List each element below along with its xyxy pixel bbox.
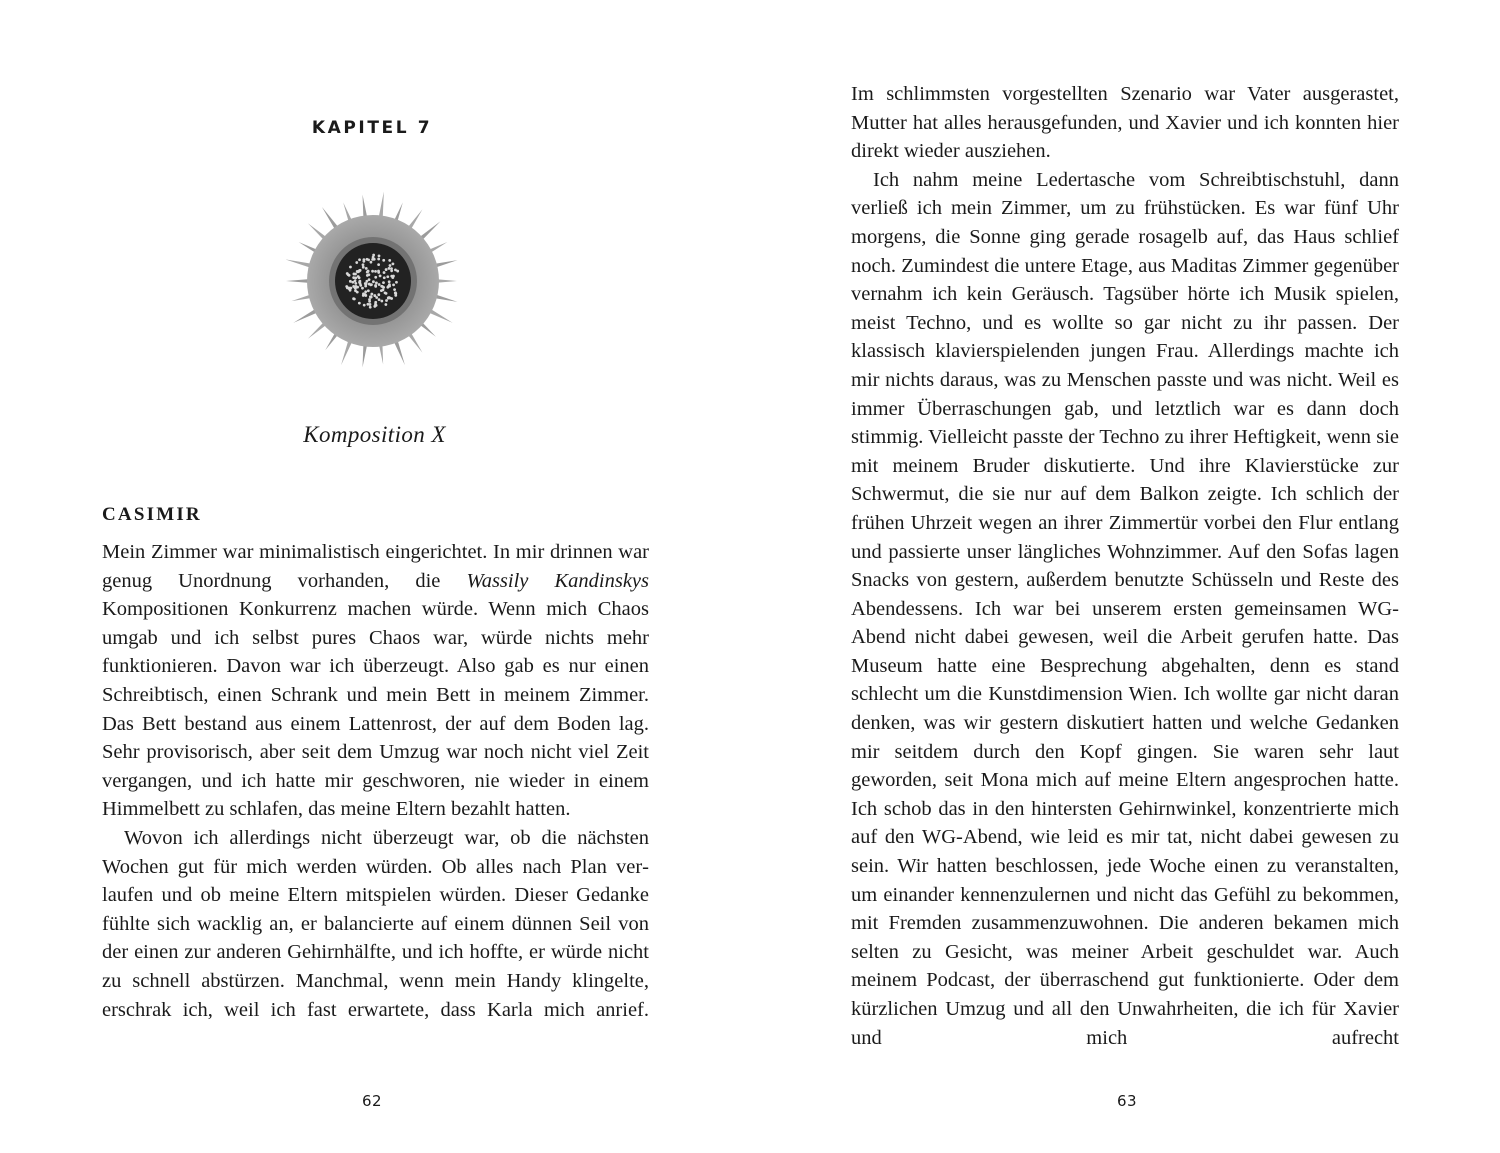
chapter-title: Komposition X bbox=[303, 422, 446, 447]
ornament-seed bbox=[370, 261, 373, 264]
ornament-seed bbox=[367, 289, 370, 292]
ornament-seed bbox=[394, 291, 397, 294]
ornament-seed bbox=[365, 267, 368, 270]
left-paragraph-2: Wovon ich allerdings nicht überzeugt war, ob die nächsten Wochen gut für mich werden würden. Ob alles nach Plan verlaufen und ob meine Eltern mitspielen würden. Dieser Gedanke fühlte sich wacklig an, er balancierte auf einem dünnen Seil von der einen zur anderen Gehirnhälfte, und ich hoffte, er würde nicht zu schnell abstürzen. Manchmal, wenn mein Handy klingelte, erschrak ich, weil ich fast erwartete, dass Karla mich anrief. bbox=[102, 826, 649, 1021]
ornament-seed bbox=[377, 263, 380, 266]
ornament-seed bbox=[365, 280, 368, 283]
ornament-seed bbox=[349, 280, 352, 283]
pov-label: CASIMIR bbox=[102, 504, 202, 525]
ornament-seed bbox=[378, 283, 381, 286]
ornament-seed bbox=[373, 294, 376, 297]
ornament-seed bbox=[353, 298, 356, 301]
ornament-seed bbox=[372, 254, 375, 257]
ornament-seed bbox=[385, 268, 388, 271]
page-number-right: 63 bbox=[1116, 1092, 1138, 1110]
ornament-seed bbox=[371, 270, 374, 273]
ornament-seed bbox=[380, 300, 383, 303]
ornament-seed bbox=[392, 275, 395, 278]
ornament-seed bbox=[364, 290, 367, 293]
ornament-seed bbox=[378, 254, 381, 257]
ornament-seed bbox=[356, 291, 359, 294]
ornament-seed bbox=[354, 282, 357, 285]
ornament-seed bbox=[364, 282, 367, 285]
ornament-seed bbox=[368, 283, 371, 286]
ornament-seed bbox=[379, 274, 382, 277]
ornament-seed bbox=[361, 287, 364, 290]
ornament-seed bbox=[366, 274, 369, 277]
ornament-seed bbox=[395, 281, 398, 284]
ornament-seed bbox=[394, 268, 397, 271]
ornament-seed bbox=[348, 287, 351, 290]
ornament-seed bbox=[358, 258, 361, 261]
ornament-seed bbox=[369, 306, 372, 309]
left-paragraph-1-italic: Wassily Kandinskys bbox=[466, 569, 649, 592]
right-paragraph-1: Im schlimmsten vorgestellten Szenario war Vater ausgerastet, Mutter hat alles herausgefunden, und Xavier und ich konnten hier direkt wieder ausziehen. bbox=[851, 83, 1399, 163]
ornament-seed bbox=[392, 262, 395, 265]
ornament-seed bbox=[374, 276, 377, 279]
ornament-seed bbox=[352, 285, 355, 288]
ornament-seed bbox=[382, 281, 385, 284]
ornament-seed bbox=[352, 276, 355, 279]
ornament-seed bbox=[374, 301, 377, 304]
ornament-seed bbox=[388, 267, 391, 270]
ornament-seed bbox=[367, 270, 370, 273]
ornament-seed bbox=[384, 303, 387, 306]
ornament-seed bbox=[354, 279, 357, 282]
ornament-seed bbox=[377, 293, 380, 296]
ornament-seed bbox=[372, 280, 375, 283]
ornament-seed bbox=[370, 293, 373, 296]
ornament-seed bbox=[364, 293, 367, 296]
ornament-seed bbox=[385, 299, 388, 302]
ornament-seed bbox=[390, 269, 393, 272]
ornament-seed bbox=[380, 285, 383, 288]
ornament-seed bbox=[382, 259, 385, 262]
ornament-seed bbox=[362, 263, 365, 266]
ornament-seed bbox=[369, 303, 372, 306]
ornament-seed bbox=[377, 258, 380, 261]
left-paragraph-1-text-a: Mein Zimmer war minimalistisch eingerichtet. In mir drinnen war genug Unordnung vorhanden, die bbox=[102, 541, 649, 592]
ornament-seed bbox=[353, 273, 356, 276]
ornament-seed bbox=[389, 264, 392, 267]
ornament-seed bbox=[383, 276, 386, 279]
ornament-seed bbox=[384, 291, 387, 294]
sunflower-ornament-icon bbox=[286, 190, 460, 372]
ornament-seed bbox=[349, 266, 352, 269]
ornament-seed bbox=[367, 258, 370, 261]
ornament-seed bbox=[388, 259, 391, 262]
ornament-seed bbox=[386, 275, 389, 278]
ornament-seed bbox=[392, 283, 395, 286]
left-paragraph-1-text-b: Kompositionen Konkurrenz machen würde. Wenn mich Chaos umgab und ich selbst pures Chaos war, würde nichts mehr funktionieren. Davon war ich überzeugt. Also gab es nur einen Schreibtisch, einen Schrank und mein Bett in meinem Zimmer. Das Bett bestand aus einem Lattenrost, der auf dem Boden lag. Sehr provisorisch, aber seit dem Umzug war noch nicht viel Zeit vergangen, und ich hatte mir geschworen, nie wieder in einem Himmelbett zu schlafen, das meine Eltern bezahlt hatten. bbox=[102, 598, 649, 821]
ornament-seed bbox=[393, 288, 396, 291]
ornament-seed bbox=[358, 281, 361, 284]
ornament-seed bbox=[383, 271, 386, 274]
ornament-seed bbox=[362, 266, 365, 269]
ornament-seed bbox=[378, 298, 381, 301]
ornament-seed bbox=[394, 294, 397, 297]
ornament-seed bbox=[380, 289, 383, 292]
ornament-seed bbox=[345, 285, 348, 288]
ornament-seed bbox=[369, 295, 372, 298]
ornament-seed bbox=[359, 269, 362, 272]
ornament-seed bbox=[363, 258, 366, 261]
ornament-seed bbox=[363, 304, 366, 307]
ornament-seed bbox=[374, 284, 377, 287]
ornament-seed bbox=[390, 297, 393, 300]
left-paragraph-1 bbox=[102, 538, 649, 824]
right-body-text bbox=[851, 80, 1399, 1052]
ornament-seed bbox=[388, 283, 391, 286]
ornament-seed bbox=[346, 272, 349, 275]
ornament-seed bbox=[358, 302, 361, 305]
ornament-seed bbox=[375, 282, 378, 285]
ornament-seed bbox=[377, 270, 380, 273]
left-body-text bbox=[102, 538, 649, 1024]
right-paragraph-2: Ich nahm meine Ledertasche vom Schreibtischstuhl, dann verließ ich mein Zimmer, um zu frühstücken. Es war fünf Uhr morgens, die Sonne ging gerade rosagelb auf, das Haus schlief noch. Zumindest die untere Etage, aus Maditas Zimmer gegenüber vernahm ich kein Geräusch. Tagsüber hörte ich Musik spielen, meist Techno, und es wollte so gar nicht zu ihr passen. Der klassisch klavierspielenden jungen Frau. Allerdings machte ich mir nichts daraus, was zu Menschen passte und was nicht. Weil es immer Überraschungen gab, und letztlich war es dann doch stimmig. Vielleicht passte der Techno zu ihrer Heftigkeit, wenn sie mit meinem Bruder diskutierte. Und ihre Klavierstücke zur Schwermut, die sie nur auf dem Balkon zeigte. Ich schlich der frühen Uhrzeit wegen an ihrer Zimmertür vorbei den Flur entlang und passierte unser längliches Wohnzimmer. Auf den Sofas lagen Snacks von gestern, außerdem benutzte Schüsseln und Reste des Abendessens. Ich war bei unserem ersten gemeinsamen WG-Abend nicht dabei gewesen, weil die Arbeit gerufen hatte. Das Museum hatte eine Besprechung abgehalten, denn es stand schlecht um die Kunstdimension Wien. Ich wollte gar nicht daran denken, was wir gestern diskutiert hatten und welche Gedanken mir seitdem durch den Kopf gingen. Sie waren sehr laut geworden, seit Mona mich auf meine Eltern angesprochen hatte. Ich schob das in den hintersten Gehirnwinkel, konzentrierte mich auf den WG-Abend, wie leid es mir tat, nicht dabei gewesen zu sein. Wir hatten beschlossen, jede Woche einen zu veranstalten, um einander kennenzulernen und nicht das Gefühl zu bekommen, mit Fremden zusammenzuwohnen. Die anderen bekamen mich selten zu Gesicht, was meiner Arbeit geschuldet war. Auch meinem Podcast, der überraschend gut funktionierte. Oder dem kürzlichen Umzug und all den Unwahrheiten, die ich für Xavier und mich aufrecht bbox=[851, 168, 1399, 1049]
ornament-seed bbox=[374, 270, 377, 273]
ornament-seed bbox=[358, 276, 361, 279]
page-number-left: 62 bbox=[361, 1092, 383, 1110]
ornament-seed bbox=[387, 296, 390, 299]
ornament-seed bbox=[368, 300, 371, 303]
ornament-seed bbox=[355, 261, 358, 264]
chapter-label: KAPITEL 7 bbox=[311, 118, 433, 138]
ornament-seed bbox=[356, 286, 359, 289]
ornament-seed bbox=[388, 280, 391, 283]
